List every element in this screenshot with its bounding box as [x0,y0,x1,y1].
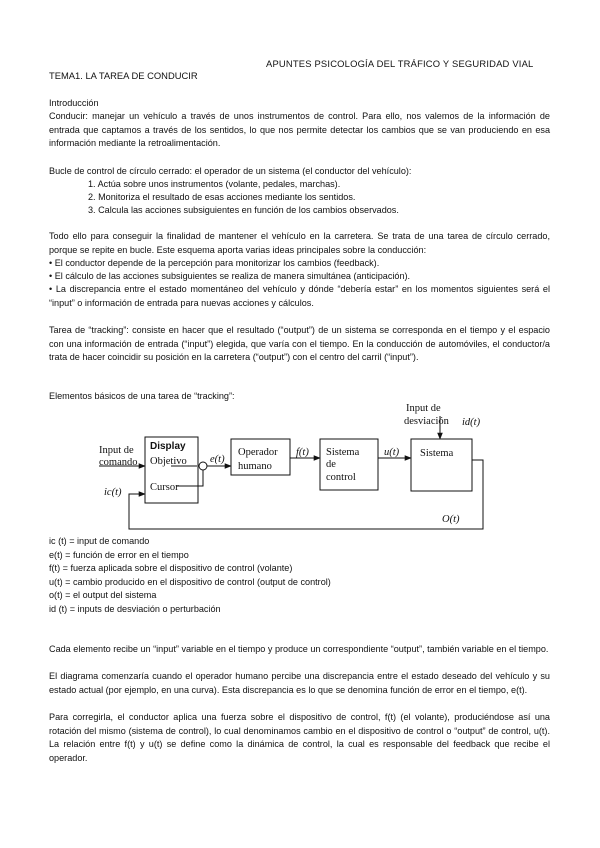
definition-item: e(t) = función de error en el tiempo [49,549,189,560]
page-title: TEMA1. LA TAREA DE CONDUCIR [49,70,198,81]
display-title: Display [150,441,186,452]
loop-item: 3. Calcula las acciones subsiguientes en función de los cambios observados. [88,205,399,215]
sistema-control-label: control [326,472,356,483]
idea-item: • El cálculo de las acciones subsiguientes se realiza de manera simultánea (anticipación). [49,271,411,281]
loop-item: 1. Actúa sobre unos instrumentos (volante, pedales, marchas). [88,179,341,189]
loop-intro: Bucle de control de círculo cerrado: el operador de un sistema (el conductor del vehículo): [49,166,412,176]
sistema-control-label: de [326,459,336,470]
sistema-box [411,439,472,491]
definition-item: ic (t) = input de comando [49,536,150,546]
feedback-loop [129,460,483,529]
cursor-label: Cursor [150,482,179,493]
e-label: e(t) [210,454,225,465]
comparator-circle [199,462,207,470]
definitions-list [49,535,331,616]
idea-item: • La discrepancia entre el estado momentáneo del vehículo y dónde “debería estar” en los momentos siguientes será el “input” o información de entrada para nuevas acciones y cálculos. [49,284,550,308]
sistema-label: Sistema [420,448,454,459]
final-paragraph-3: Para corregirla, el conductor aplica una fuerza sobre el dispositivo de control, f(t) (el volante), produciéndose así una rotación del mismo (sistema de control), lo cual denominamos cambio en el dispositivo de control o “output” de control, u(t). La relación entre f(t) y u(t) se define como la dinámica de control, la cual es responsable del feedback que recibe el operador. [49,712,550,763]
objetivo-label: Objetivo [150,456,187,467]
o-label: O(t) [442,514,460,525]
tracking-paragraph: Tarea de “tracking”: consiste en hacer que el resultado (“output”) de un sistema se corresponda en el tiempo y el espacio con una información de entrada (“input”) elegida, que varía con el tiempo. En la conducción de automóviles, el conductor/a trata de hacer coincidir su posición en la carretera (“output”) con el centro del carril (“input”). [49,325,550,362]
u-label: u(t) [384,447,400,458]
input-desviacion-label: desviación [404,416,449,427]
final-paragraph-2: El diagrama comenzaría cuando el operador humano percibe una discrepancia entre el estado deseado del vehículo y su estado actual (por ejemplo, en una curva). Esta discrepancia es lo que se denomina función de error en el tiempo, e(t). [49,671,550,695]
intro-paragraph: Conducir: manejar un vehículo a través de unos instrumentos de control. Para ello, nos valemos de la información de entrada que captamos a través de los sentidos, lo que nos permite detectar los cambios que se van produciendo en esa información mediante la retroalimentación. [49,111,550,148]
cursor-line [176,470,203,486]
definition-item: id (t) = inputs de desviación o perturbación [49,603,221,614]
definition-item: f(t) = fuerza aplicada sobre el dispositivo de control (volante) [49,563,293,573]
id-label: id(t) [462,417,481,428]
intro-heading: Introducción [49,98,99,108]
final-paragraph-1: Cada elemento recibe un “input” variable en el tiempo y produce un correspondiente “output”, también variable en el tiempo. [49,644,549,654]
operador-label: Operador [238,447,278,458]
ic-label: ic(t) [104,487,122,498]
diagram-caption: Elementos básicos de una tarea de “tracking”: [49,391,235,401]
sistema-control-label: Sistema [326,447,360,458]
operador-label: humano [238,461,272,472]
input-comando-label: comando [99,457,138,468]
input-comando-label: Input de [99,445,134,456]
f-label: f(t) [296,447,309,458]
ideas-paragraph: Todo ello para conseguir la finalidad de mantener el vehículo en la carretera. Se trata de una tarea de círculo cerrado, porque se repite en bucle. Este esquema aporta varias ideas principales sobre la conducción: [49,231,550,255]
definition-item: o(t) = el output del sistema [49,590,157,600]
idea-item: • El conductor depende de la percepción para monitorizar los cambios (feedback). [49,258,380,268]
loop-item: 2. Monitoriza el resultado de esas acciones mediante los sentidos. [88,192,356,202]
input-desviacion-label: Input de [406,403,441,414]
page-header: APUNTES PSICOLOGÍA DEL TRÁFICO Y SEGURIDAD VIAL [266,58,534,69]
definition-item: u(t) = cambio producido en el dispositivo de control (output de control) [49,576,331,587]
